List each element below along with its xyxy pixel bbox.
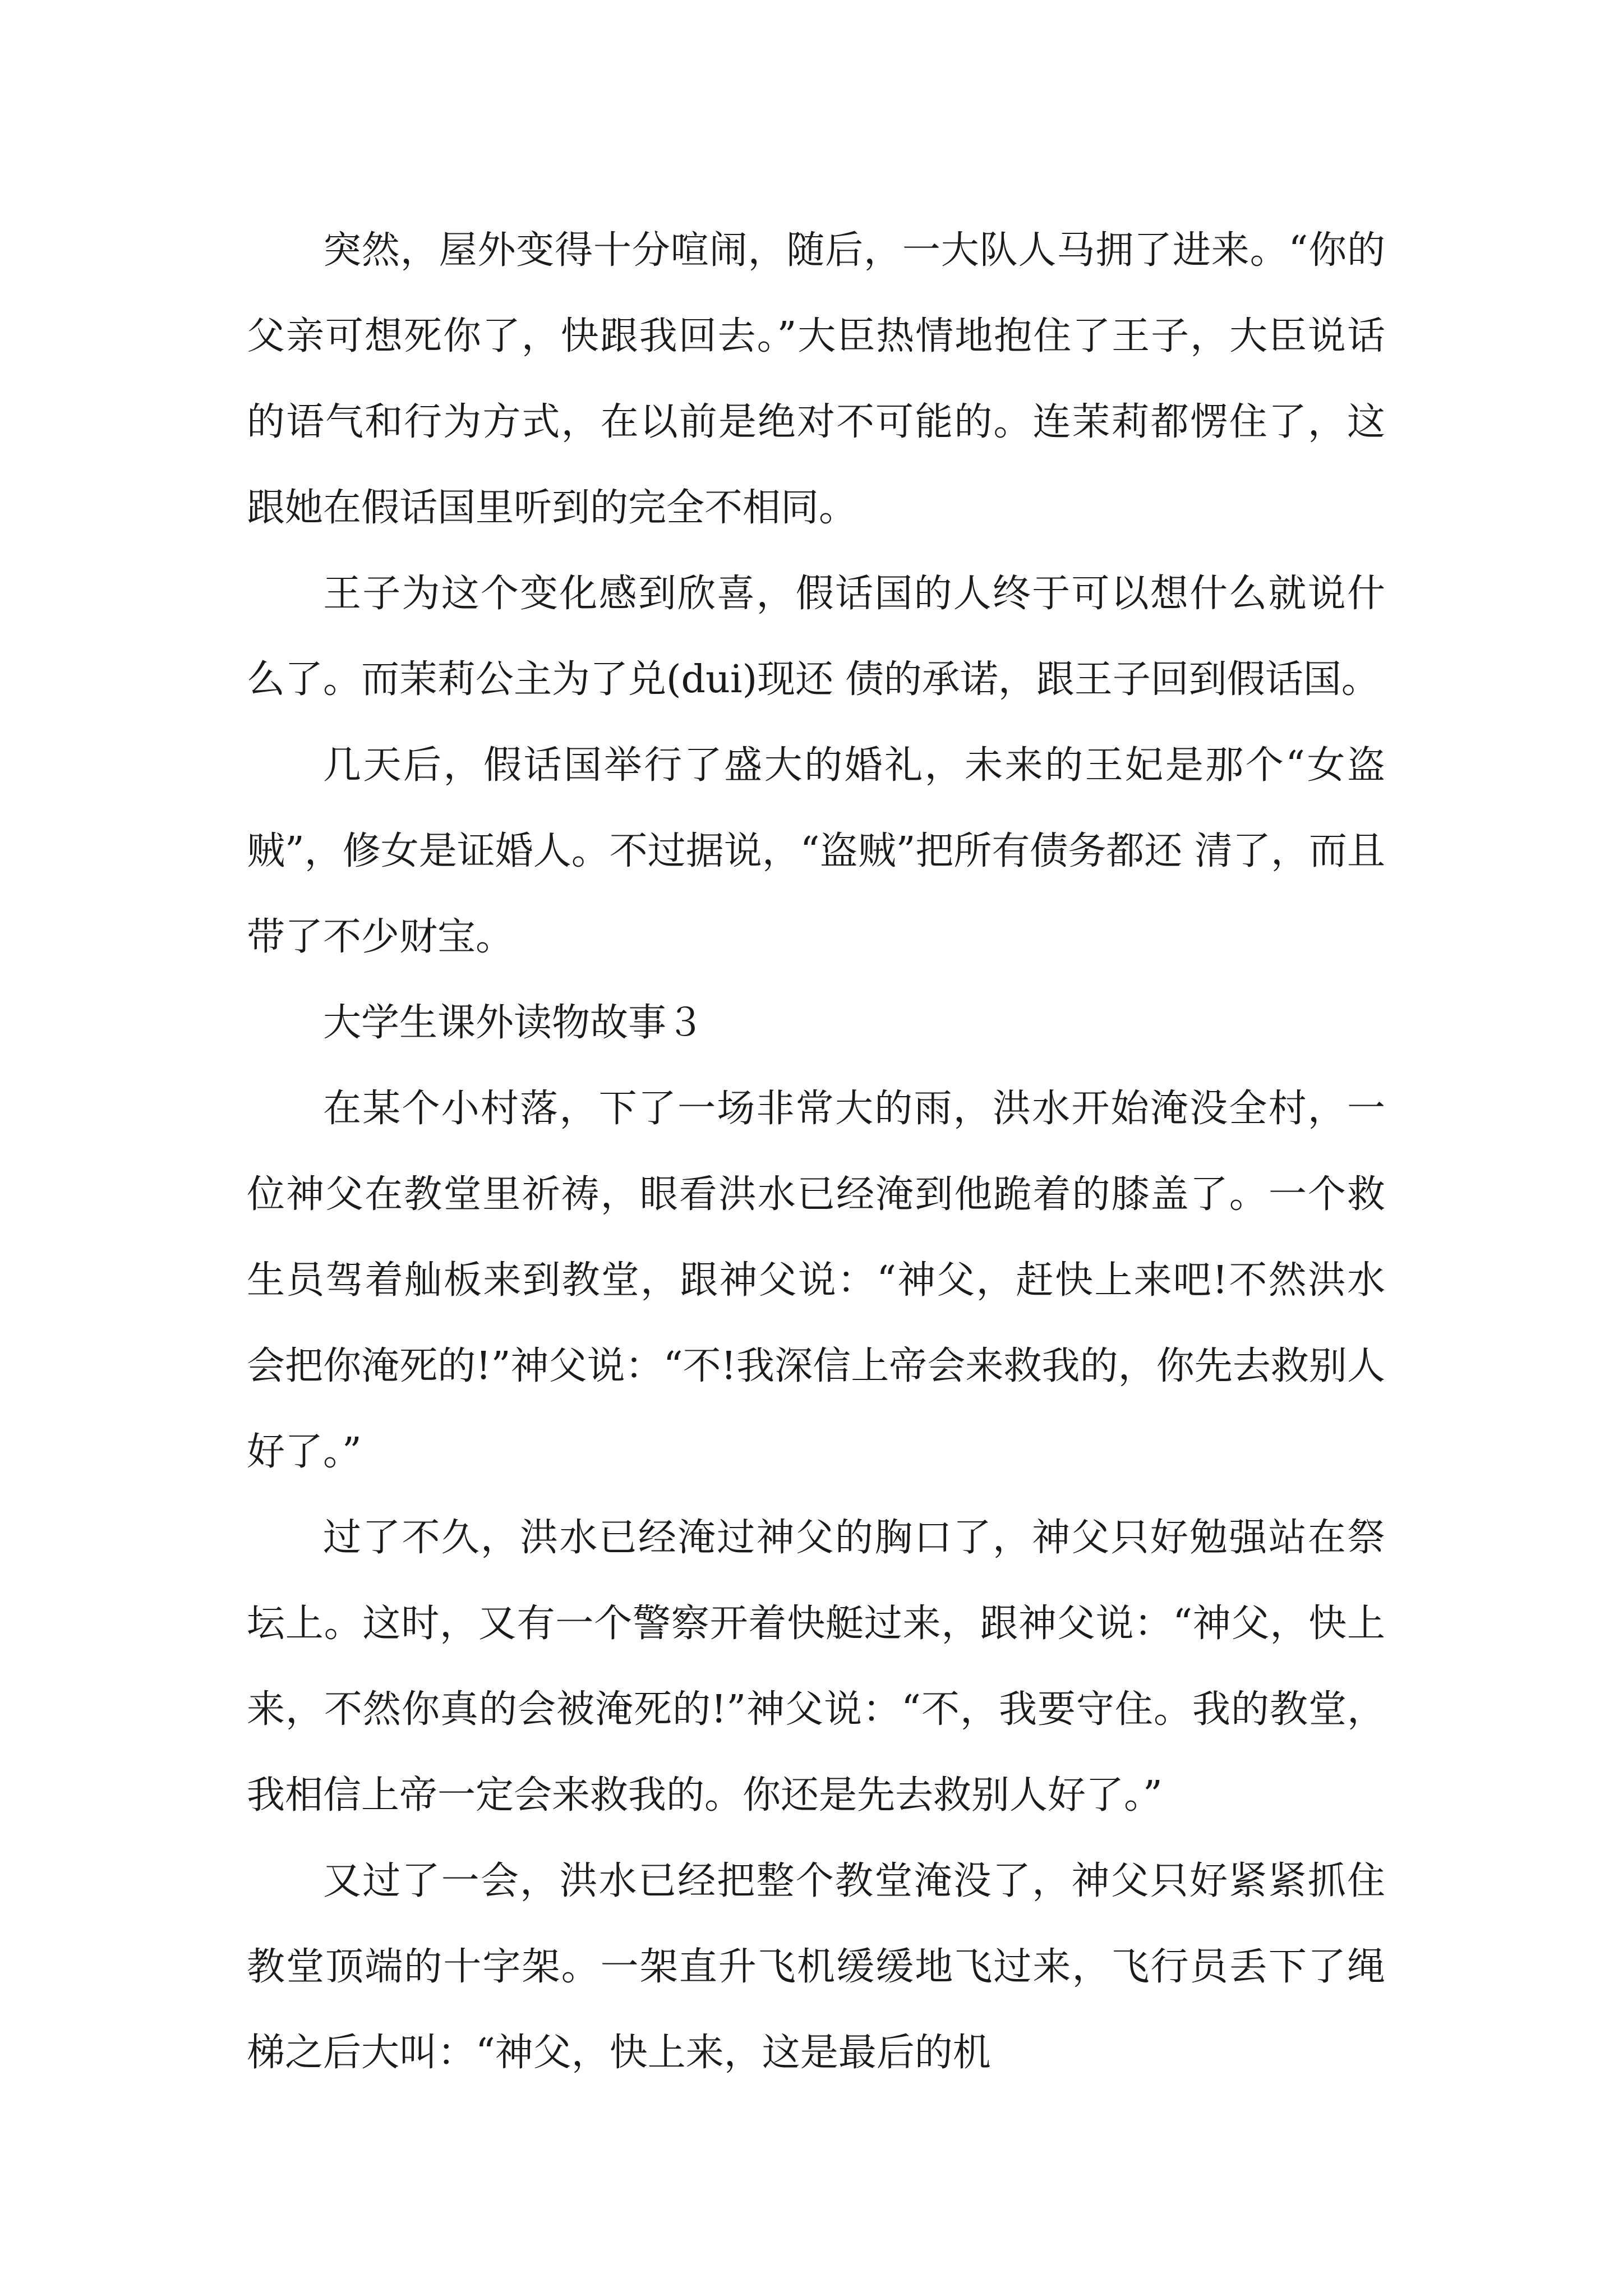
paragraph-5: 过了不久，洪水已经淹过神父的胸口了，神父只好勉强站在祭坛上。这时，又有一个警察开着快艇过来，跟神父说：“神父，快上来，不然你真的会被淹死的!”神父说：“不，我要守住。我的教堂，我相信上帝一定会来救我的。你还是先去救别人好了。” xyxy=(247,1516,1385,1818)
document-page xyxy=(247,208,1385,2171)
paragraph-3: 几天后，假话国举行了盛大的婚礼，未来的王妃是那个“女盗贼”，修女是证婚人。不过据说，“盗贼”把所有债务都还 清了，而且带了不少财宝。 xyxy=(247,743,1385,959)
paragraph-2: 王子为这个变化感到欣喜，假话国的人终于可以想什么就说什么了。而茉莉公主为了兑(dui)现还 债的承诺，跟王子回到假话国。 xyxy=(247,572,1385,702)
paragraph-6: 又过了一会，洪水已经把整个教堂淹没了，神父只好紧紧抓住教堂顶端的十字架。一架直升飞机缓缓地飞过来，飞行员丢下了绳梯之后大叫：“神父，快上来，这是最后的机 xyxy=(247,1859,1385,2075)
paragraph-4: 在某个小村落，下了一场非常大的雨，洪水开始淹没全村，一位神父在教堂里祈祷，眼看洪水已经淹到他跪着的膝盖了。一个救生员驾着舢板来到教堂，跟神父说：“神父，赶快上来吧!不然洪水会把你淹死的!”神父说：“不!我深信上帝会来救我的，你先去救别人好了。” xyxy=(247,1087,1385,1474)
paragraph-1: 突然，屋外变得十分喧闹，随后，一大队人马拥了进来。“你的父亲可想死你了，快跟我回去。”大臣热情地抱住了王子，大臣说话的语气和行为方式，在以前是绝对不可能的。连茉莉都愣住了，这跟她在假话国里听到的完全不相同。 xyxy=(247,228,1385,530)
section-heading: 大学生课外读物故事３ xyxy=(323,1001,705,1045)
